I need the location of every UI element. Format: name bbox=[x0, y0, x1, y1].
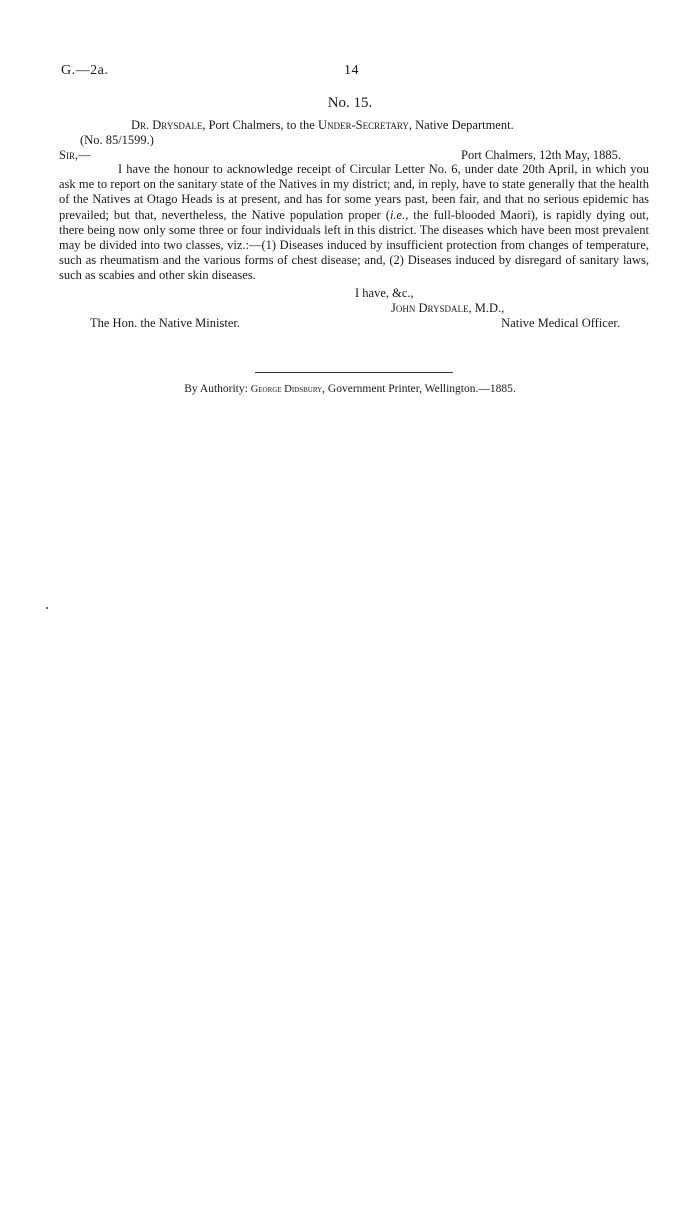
imprint-suffix: , Government Printer, Wellington.—1885. bbox=[322, 383, 516, 395]
signatory-title: Native Medical Officer. bbox=[501, 316, 620, 330]
letter-body bbox=[59, 162, 649, 284]
signatory-name: John Drysdale bbox=[391, 301, 469, 315]
page-number: 14 bbox=[344, 63, 359, 78]
printer-name: George Didsbury bbox=[250, 384, 323, 395]
sender-name: Dr. Drysdale bbox=[131, 118, 203, 132]
body-text-1: I have the honour to acknowledge receipt of Circular Letter No. 6, under date 20th April, in which you ask me to report on the sanitary state of the Natives in my district; and, in reply, have to state generally that the health of the Natives at Otago Heads is at present, and has for some years past, been fair, and that no serious epidemic has prevailed; but that, nevertheless, the Native population proper ( bbox=[59, 162, 649, 222]
place-date: Port Chalmers, 12th May, 1885. bbox=[461, 148, 621, 162]
scan-speck bbox=[46, 607, 48, 609]
series-code: G.—2a. bbox=[61, 63, 109, 78]
divider-rule bbox=[255, 372, 453, 373]
letter-number: No. 15. bbox=[327, 95, 373, 111]
recipient-name: Under-Secretary bbox=[317, 118, 409, 132]
body-text-2: , the full-blooded Maori), is rapidly dying out, there being now only some three or four individuals left in this district. The diseases which have been most prevalent may be divided into two classes, viz.:—(1) Diseases induced by insufficient protection from changes of temperature, such as rheumatism and the various forms of chest disease; and, (2) Diseases induced by disregard of sanitary laws, such as scabies and other skin diseases. bbox=[59, 207, 649, 283]
signature-line bbox=[391, 301, 504, 316]
imprint-prefix: By Authority: bbox=[184, 383, 251, 395]
printer-imprint bbox=[0, 383, 700, 395]
sender-place: , Port Chalmers, to the bbox=[202, 118, 318, 132]
recipient-department: , Native Department. bbox=[408, 118, 514, 132]
salutation: Sir,— bbox=[59, 148, 91, 162]
letter-heading bbox=[131, 118, 514, 133]
signatory-suffix: , M.D., bbox=[468, 301, 505, 315]
reference-number: (No. 85/1599.) bbox=[80, 133, 154, 147]
body-text-ie: i.e. bbox=[389, 207, 406, 222]
addressee: The Hon. the Native Minister. bbox=[90, 316, 240, 330]
closing: I have, &c., bbox=[355, 286, 414, 300]
